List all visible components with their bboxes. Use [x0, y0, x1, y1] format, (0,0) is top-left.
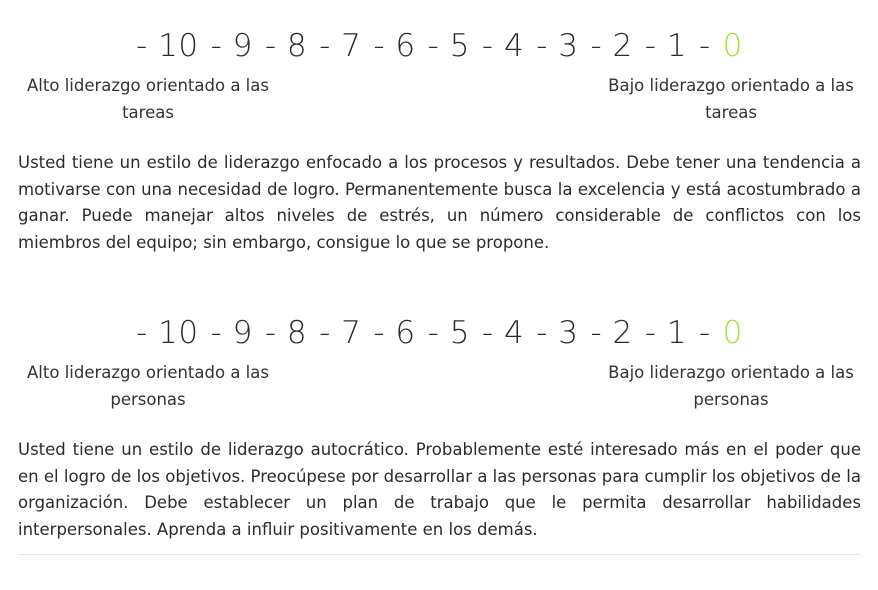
task-leadership-description: Usted tiene un estilo de liderazgo enfocado a los procesos y resultados. Debe tener una tendencia a motivarse con una necesidad de logro. Permanentemente busca la excelencia y está acostumbrado a ganar. Puede manejar altos niveles de estrés, un número considerable de conflictos con los miembros del equipo; sin embargo, consigue lo que se propone. [18, 153, 861, 252]
results-container [18, 0, 861, 543]
task-leadership-scale [18, 0, 861, 122]
scale-value-minus-10: - 10 [136, 315, 199, 351]
scale-value-minus-4: - 4 [481, 28, 525, 64]
scale-value-minus-3: - 3 [536, 28, 579, 64]
scale-value-minus-1: - 1 [644, 28, 687, 64]
scale-value-minus-10: - 10 [136, 28, 199, 64]
scale-values [18, 315, 861, 351]
scale-values [18, 28, 861, 64]
scale-value-minus-7: - 7 [319, 315, 362, 351]
scale-value-minus-8: - 8 [264, 28, 308, 64]
scale-value-minus-5: - 5 [427, 28, 470, 64]
section-divider [18, 554, 861, 555]
scale-value-minus-9: - 9 [210, 28, 253, 64]
scale-value-selected: 0 [722, 315, 743, 351]
scale-value-minus-4: - 4 [481, 315, 525, 351]
scale-value-minus-1: - 1 [644, 315, 687, 351]
task-leadership-section [18, 0, 861, 256]
scale-value-dash: - [698, 315, 711, 351]
scale-value-minus-7: - 7 [319, 28, 362, 64]
scale-value-minus-5: - 5 [427, 315, 470, 351]
scale-value-selected: 0 [722, 28, 743, 64]
people-leadership-description: Usted tiene un estilo de liderazgo autocrático. Probablemente esté interesado más en el poder que en el logro de los objetivos. Preocúpese por desarrollar a las personas para cumplir los objetivos de la organización. Debe establecer un plan de trabajo que le permita desarrollar habilidades interpersonales. Aprenda a influir positivamente en los demás. [18, 440, 861, 539]
people-leadership-scale [18, 287, 861, 409]
scale-left-label: Alto liderazgo orientado a las tareas [27, 76, 269, 122]
scale-value-minus-6: - 6 [373, 315, 416, 351]
scale-right-label: Bajo liderazgo orientado a las tareas [608, 76, 854, 122]
people-leadership-section [18, 287, 861, 543]
scale-value-minus-2: - 2 [590, 315, 633, 351]
scale-value-minus-8: - 8 [264, 315, 308, 351]
scale-value-minus-2: - 2 [590, 28, 633, 64]
scale-value-minus-9: - 9 [210, 315, 253, 351]
scale-left-label: Alto liderazgo orientado a las personas [27, 363, 269, 409]
scale-value-minus-6: - 6 [373, 28, 416, 64]
scale-value-dash: - [698, 28, 711, 64]
scale-right-label: Bajo liderazgo orientado a las personas [608, 363, 854, 409]
scale-value-minus-3: - 3 [536, 315, 579, 351]
